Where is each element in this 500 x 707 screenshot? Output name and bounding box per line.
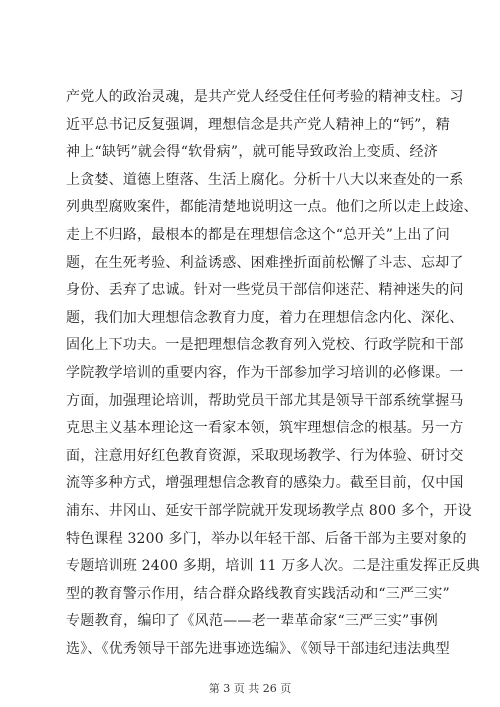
text-line: 神上“缺钙”就会得“软骨病”，就可能导致政治上变质、经济 [66,144,438,161]
text-line: 固化上下功夫。一是把理想信念教育列入党校、行政学院和干部 [66,337,464,354]
text-line: 学院教学培训的重要内容，作为干部参加学习培训的必修课。一 [66,364,464,381]
text-line: 浦东、井冈山、延安干部学院就开发现场教学点 800 多个，开设 [66,502,472,519]
text-line: 近平总书记反复强调，理想信念是共产党人精神上的“钙”，精 [66,116,450,133]
text-line: 专题培训班 2400 多期，培训 11 万多人次。二是注重发挥正反典 [66,558,481,575]
page-footer: 第 3 页 共 26 页 [208,682,292,695]
text-line: 流等多种方式，增强理想信念教育的感染力。截至目前，仅中国 [66,475,464,492]
text-line: 列典型腐败案件，都能清楚地说明这一点。他们之所以走上歧途、 [66,199,478,216]
body-text [66,84,481,663]
text-line: 产党人的政治灵魂，是共产党人经受住任何考验的精神支柱。习 [66,89,464,105]
text-line: 面，注意用好红色教育资源，采取现场教学、行为体验、研讨交 [66,447,464,464]
text-line: 克思主义基本理论这一看家本领，筑牢理想信念的根基。另一方 [66,420,464,437]
text-line: 题，在生死考验、利益诱惑、困难挫折面前松懈了斗志、忘却了 [66,254,464,271]
text-line: 身份、丢弃了忠诚。针对一些党员干部信仰迷茫、精神迷失的问 [66,282,464,299]
text-line: 题，我们加大理想信念教育力度，着力在理想信念内化、深化、 [66,309,464,326]
text-line: 专题教育，编印了《风范——老一辈革命家“三严三实”事例 [66,613,438,630]
text-line: 特色课程 3200 多门，举办以年轻干部、后备干部为主要对象的 [66,530,467,547]
text-line: 型的教育警示作用，结合群众路线教育实践活动和“三严三实” [66,585,450,602]
text-line: 方面，加强理论培训，帮助党员干部尤其是领导干部系统掌握马 [66,392,464,409]
text-line: 走上不归路，最根本的都是在理想信念这个“总开关”上出了问 [66,226,450,243]
text-line: 选》、《优秀领导干部先进事迹选编》、《领导干部违纪违法典型 [66,640,450,657]
text-line: 上贪婪、道德上堕落、生活上腐化。分析十八大以来查处的一系 [66,171,464,188]
